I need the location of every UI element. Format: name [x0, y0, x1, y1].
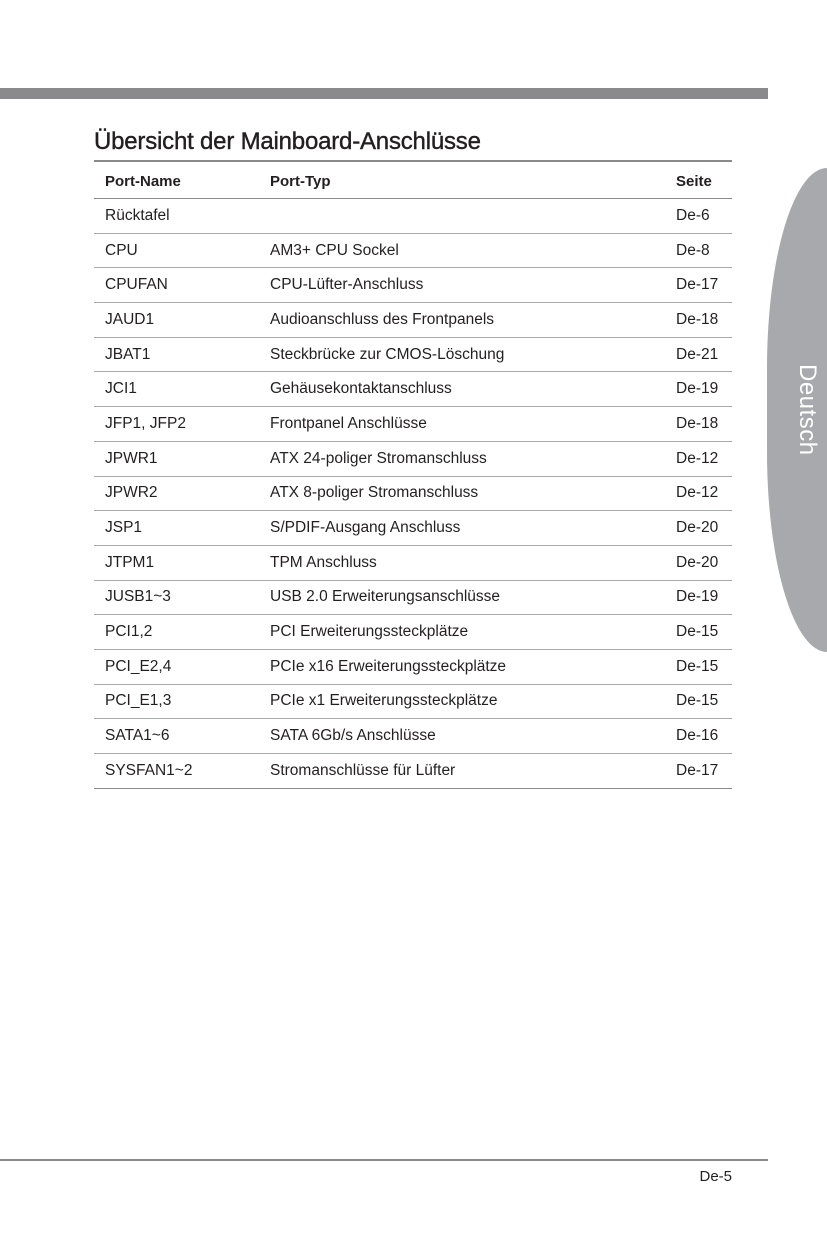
page-number: De-5 [699, 1168, 732, 1185]
page-ref-cell: De-20 [665, 545, 732, 580]
table-row [94, 199, 732, 234]
table-row [94, 615, 732, 650]
header-port-type: Port-Typ [259, 164, 665, 199]
port-type-cell: PCI Erweiterungssteckplätze [259, 615, 665, 650]
port-name-cell: PCI_E2,4 [94, 649, 259, 684]
port-name-cell: JPWR2 [94, 476, 259, 511]
port-name-cell: Rücktafel [94, 199, 259, 234]
header-page: Seite [665, 164, 732, 199]
table-row [94, 407, 732, 442]
port-type-cell: ATX 24-poliger Stromanschluss [259, 441, 665, 476]
port-type-cell: Audioanschluss des Frontpanels [259, 303, 665, 338]
port-overview-table [94, 164, 732, 789]
port-type-cell: ATX 8-poliger Stromanschluss [259, 476, 665, 511]
port-name-cell: PCI1,2 [94, 615, 259, 650]
port-type-cell: Steckbrücke zur CMOS-Löschung [259, 337, 665, 372]
table-row [94, 754, 732, 789]
port-name-cell: JSP1 [94, 511, 259, 546]
page-ref-cell: De-20 [665, 511, 732, 546]
port-type-cell: USB 2.0 Erweiterungsanschlüsse [259, 580, 665, 615]
port-type-cell: Frontpanel Anschlüsse [259, 407, 665, 442]
title-divider [94, 160, 732, 162]
page-ref-cell: De-17 [665, 268, 732, 303]
port-name-cell: JAUD1 [94, 303, 259, 338]
port-name-cell: SATA1~6 [94, 719, 259, 754]
port-type-cell: PCIe x1 Erweiterungssteckplätze [259, 684, 665, 719]
port-type-cell [259, 199, 665, 234]
table-row [94, 372, 732, 407]
port-name-cell: CPU [94, 233, 259, 268]
port-type-cell: PCIe x16 Erweiterungssteckplätze [259, 649, 665, 684]
table-row [94, 268, 732, 303]
page-ref-cell: De-15 [665, 615, 732, 650]
page-ref-cell: De-18 [665, 303, 732, 338]
port-name-cell: SYSFAN1~2 [94, 754, 259, 789]
table-row [94, 233, 732, 268]
table-row [94, 545, 732, 580]
table-row [94, 719, 732, 754]
port-type-cell: S/PDIF-Ausgang Anschluss [259, 511, 665, 546]
port-type-cell: Gehäusekontaktanschluss [259, 372, 665, 407]
page-ref-cell: De-19 [665, 372, 732, 407]
port-type-cell: SATA 6Gb/s Anschlüsse [259, 719, 665, 754]
table-row [94, 684, 732, 719]
port-type-cell: TPM Anschluss [259, 545, 665, 580]
port-name-cell: JUSB1~3 [94, 580, 259, 615]
port-name-cell: JBAT1 [94, 337, 259, 372]
page-ref-cell: De-16 [665, 719, 732, 754]
port-type-cell: AM3+ CPU Sockel [259, 233, 665, 268]
page-ref-cell: De-12 [665, 441, 732, 476]
page-ref-cell: De-18 [665, 407, 732, 442]
port-name-cell: PCI_E1,3 [94, 684, 259, 719]
table-header-row [94, 164, 732, 199]
table-body [94, 199, 732, 789]
port-name-cell: JTPM1 [94, 545, 259, 580]
table-row [94, 303, 732, 338]
header-bar [0, 88, 768, 99]
port-type-cell: CPU-Lüfter-Anschluss [259, 268, 665, 303]
page-ref-cell: De-17 [665, 754, 732, 789]
page-ref-cell: De-19 [665, 580, 732, 615]
table-row [94, 476, 732, 511]
table-row [94, 441, 732, 476]
page-ref-cell: De-15 [665, 649, 732, 684]
port-name-cell: JCI1 [94, 372, 259, 407]
port-name-cell: JFP1, JFP2 [94, 407, 259, 442]
port-name-cell: JPWR1 [94, 441, 259, 476]
table-row [94, 580, 732, 615]
table-row [94, 337, 732, 372]
language-tab-label: Deutsch [794, 364, 821, 456]
port-name-cell: CPUFAN [94, 268, 259, 303]
footer-divider [0, 1159, 768, 1161]
page-ref-cell: De-12 [665, 476, 732, 511]
page-ref-cell: De-6 [665, 199, 732, 234]
table-row [94, 511, 732, 546]
page-title: Übersicht der Mainboard-Anschlüsse [94, 128, 481, 155]
page-ref-cell: De-21 [665, 337, 732, 372]
page-ref-cell: De-15 [665, 684, 732, 719]
port-type-cell: Stromanschlüsse für Lüfter [259, 754, 665, 789]
header-port-name: Port-Name [94, 164, 259, 199]
table-row [94, 649, 732, 684]
page-ref-cell: De-8 [665, 233, 732, 268]
